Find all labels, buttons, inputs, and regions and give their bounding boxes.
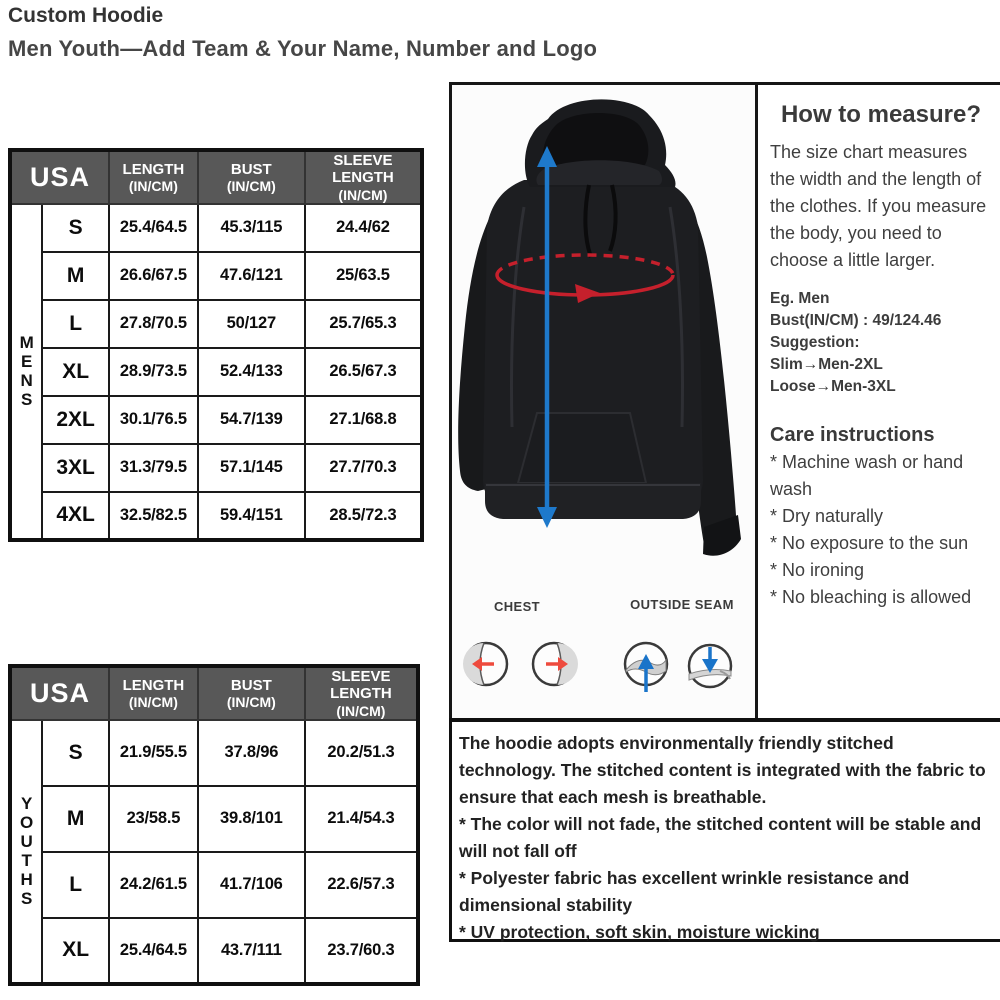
arrow-down-circle-icon: [686, 638, 734, 700]
youths-bust-cell: 39.8/101: [198, 786, 305, 852]
mens-length-cell: 30.1/76.5: [109, 396, 198, 444]
mens-row: [10, 444, 422, 492]
mens-row: [10, 300, 422, 348]
care-instructions-list: [770, 449, 992, 611]
mens-sleeve-cell: 26.5/67.3: [305, 348, 422, 396]
mens-size-cell: S: [42, 204, 109, 252]
hoodie-measure-panel: [449, 82, 758, 721]
arrow-up-circle-icon: [622, 638, 670, 700]
youths-size-cell: S: [42, 720, 109, 786]
mens-size-cell: M: [42, 252, 109, 300]
mens-row: [10, 396, 422, 444]
mens-size-cell: 2XL: [42, 396, 109, 444]
youths-bust-cell: 37.8/96: [198, 720, 305, 786]
description-intro: The hoodie adopts environmentally friendly stitched technology. The stitched content is integrated with the fabric to ensure that each mesh is breathable.: [459, 733, 986, 807]
mens-length-cell: 27.8/70.5: [109, 300, 198, 348]
mens-length-cell: 26.6/67.5: [109, 252, 198, 300]
mens-bust-cell: 59.4/151: [198, 492, 305, 540]
hoodie-photo: [452, 85, 758, 590]
arrow-right-circle-icon: [530, 638, 578, 700]
youths-sleeve-cell: 22.6/57.3: [305, 852, 418, 918]
youths-row: [10, 786, 418, 852]
description-bullet: * UV protection, soft skin, moisture wicking: [459, 922, 820, 942]
sizing-example: [770, 288, 992, 398]
youths-length-cell: 23/58.5: [109, 786, 198, 852]
how-to-measure-panel: [755, 82, 1000, 718]
mens-bust-cell: 47.6/121: [198, 252, 305, 300]
mens-bust-cell: 54.7/139: [198, 396, 305, 444]
sizing-example-line: Suggestion:: [770, 334, 860, 351]
product-description-box: [449, 718, 1000, 942]
mens-size-cell: XL: [42, 348, 109, 396]
youths-length-cell: 24.2/61.5: [109, 852, 198, 918]
youths-header-row: [10, 666, 418, 720]
mens-sleeve-cell: 27.7/70.3: [305, 444, 422, 492]
youths-bust-cell: 43.7/111: [198, 918, 305, 984]
col-header-sleeve: SLEEVE LENGTH (IN/CM): [305, 150, 422, 204]
mens-size-cell: 3XL: [42, 444, 109, 492]
mens-sleeve-cell: 25/63.5: [305, 252, 422, 300]
youths-size-cell: XL: [42, 918, 109, 984]
col-header-bust: BUST (IN/CM): [198, 150, 305, 204]
care-instruction-item: * Dry naturally: [770, 506, 884, 526]
mens-sleeve-cell: 28.5/72.3: [305, 492, 422, 540]
mens-size-table: [8, 148, 424, 542]
col-header-length: LENGTH (IN/CM): [109, 150, 198, 204]
care-instructions-heading: Care instructions: [770, 424, 935, 446]
youths-size-cell: L: [42, 852, 109, 918]
mens-row: [10, 492, 422, 540]
mens-group-label: M E N S: [10, 204, 42, 540]
mens-bust-cell: 57.1/145: [198, 444, 305, 492]
mens-sleeve-cell: 25.7/65.3: [305, 300, 422, 348]
col-header-usa: [10, 666, 109, 720]
arrow-left-circle-icon: [462, 638, 510, 700]
sizing-example-line: Bust(IN/CM) : 49/124.46: [770, 312, 942, 329]
mens-size-cell: 4XL: [42, 492, 109, 540]
youths-size-cell: M: [42, 786, 109, 852]
col-header-bust: BUST (IN/CM): [198, 666, 305, 720]
youths-group-label: Y O U T H S: [10, 720, 42, 984]
care-instruction-item: * No exposure to the sun: [770, 533, 969, 553]
mens-sleeve-cell: 24.4/62: [305, 204, 422, 252]
mens-length-cell: 32.5/82.5: [109, 492, 198, 540]
care-instruction-item: * No ironing: [770, 560, 865, 580]
mens-row: [10, 348, 422, 396]
mens-bust-cell: 45.3/115: [198, 204, 305, 252]
col-header-sleeve: SLEEVE LENGTH (IN/CM): [305, 666, 418, 720]
product-title: Custom Hoodie: [8, 4, 164, 27]
youths-size-table: [8, 664, 420, 986]
mens-row: [10, 204, 422, 252]
youths-row: [10, 720, 418, 786]
mens-length-cell: 25.4/64.5: [109, 204, 198, 252]
youths-sleeve-cell: 20.2/51.3: [305, 720, 418, 786]
mens-length-cell: 28.9/73.5: [109, 348, 198, 396]
mens-sleeve-cell: 27.1/68.8: [305, 396, 422, 444]
mens-size-cell: L: [42, 300, 109, 348]
usa-label: USA: [29, 677, 90, 708]
care-instruction-item: * No bleaching is allowed: [770, 587, 972, 607]
mens-bust-cell: 50/127: [198, 300, 305, 348]
mens-row: [10, 252, 422, 300]
col-header-length: LENGTH (IN/CM): [109, 666, 198, 720]
youths-sleeve-cell: 23.7/60.3: [305, 918, 418, 984]
youths-sleeve-cell: 21.4/54.3: [305, 786, 418, 852]
chest-label: CHEST: [493, 599, 541, 614]
how-to-measure-heading: How to measure?: [780, 101, 982, 128]
youths-length-cell: 25.4/64.5: [109, 918, 198, 984]
sizing-example-line: Loose→Men-3XL: [770, 378, 896, 395]
youths-row: [10, 918, 418, 984]
care-instruction-item: * Machine wash or hand wash: [770, 452, 964, 499]
product-subtitle: Men Youth—Add Team & Your Name, Number and Logo: [8, 36, 598, 61]
how-to-measure-body: The size chart measures the width and the length of the clothes. If you measure the body, you need to choose a little larger.: [770, 142, 987, 270]
sizing-example-line: Eg. Men: [770, 290, 830, 307]
description-bullets: [459, 811, 994, 946]
youths-length-cell: 21.9/55.5: [109, 720, 198, 786]
outside-seam-label: OUTSIDE SEAM: [630, 597, 734, 612]
youths-bust-cell: 41.7/106: [198, 852, 305, 918]
mens-length-cell: 31.3/79.5: [109, 444, 198, 492]
youths-row: [10, 852, 418, 918]
description-bullet: * The color will not fade, the stitched content will be stable and will not fall off: [459, 814, 982, 861]
usa-label: USA: [29, 161, 90, 192]
mens-header-row: [10, 150, 422, 204]
col-header-usa: [10, 150, 109, 204]
description-bullet: * Polyester fabric has excellent wrinkle resistance and dimensional stability: [459, 868, 910, 915]
mens-bust-cell: 52.4/133: [198, 348, 305, 396]
sizing-example-line: Slim→Men-2XL: [770, 356, 883, 373]
